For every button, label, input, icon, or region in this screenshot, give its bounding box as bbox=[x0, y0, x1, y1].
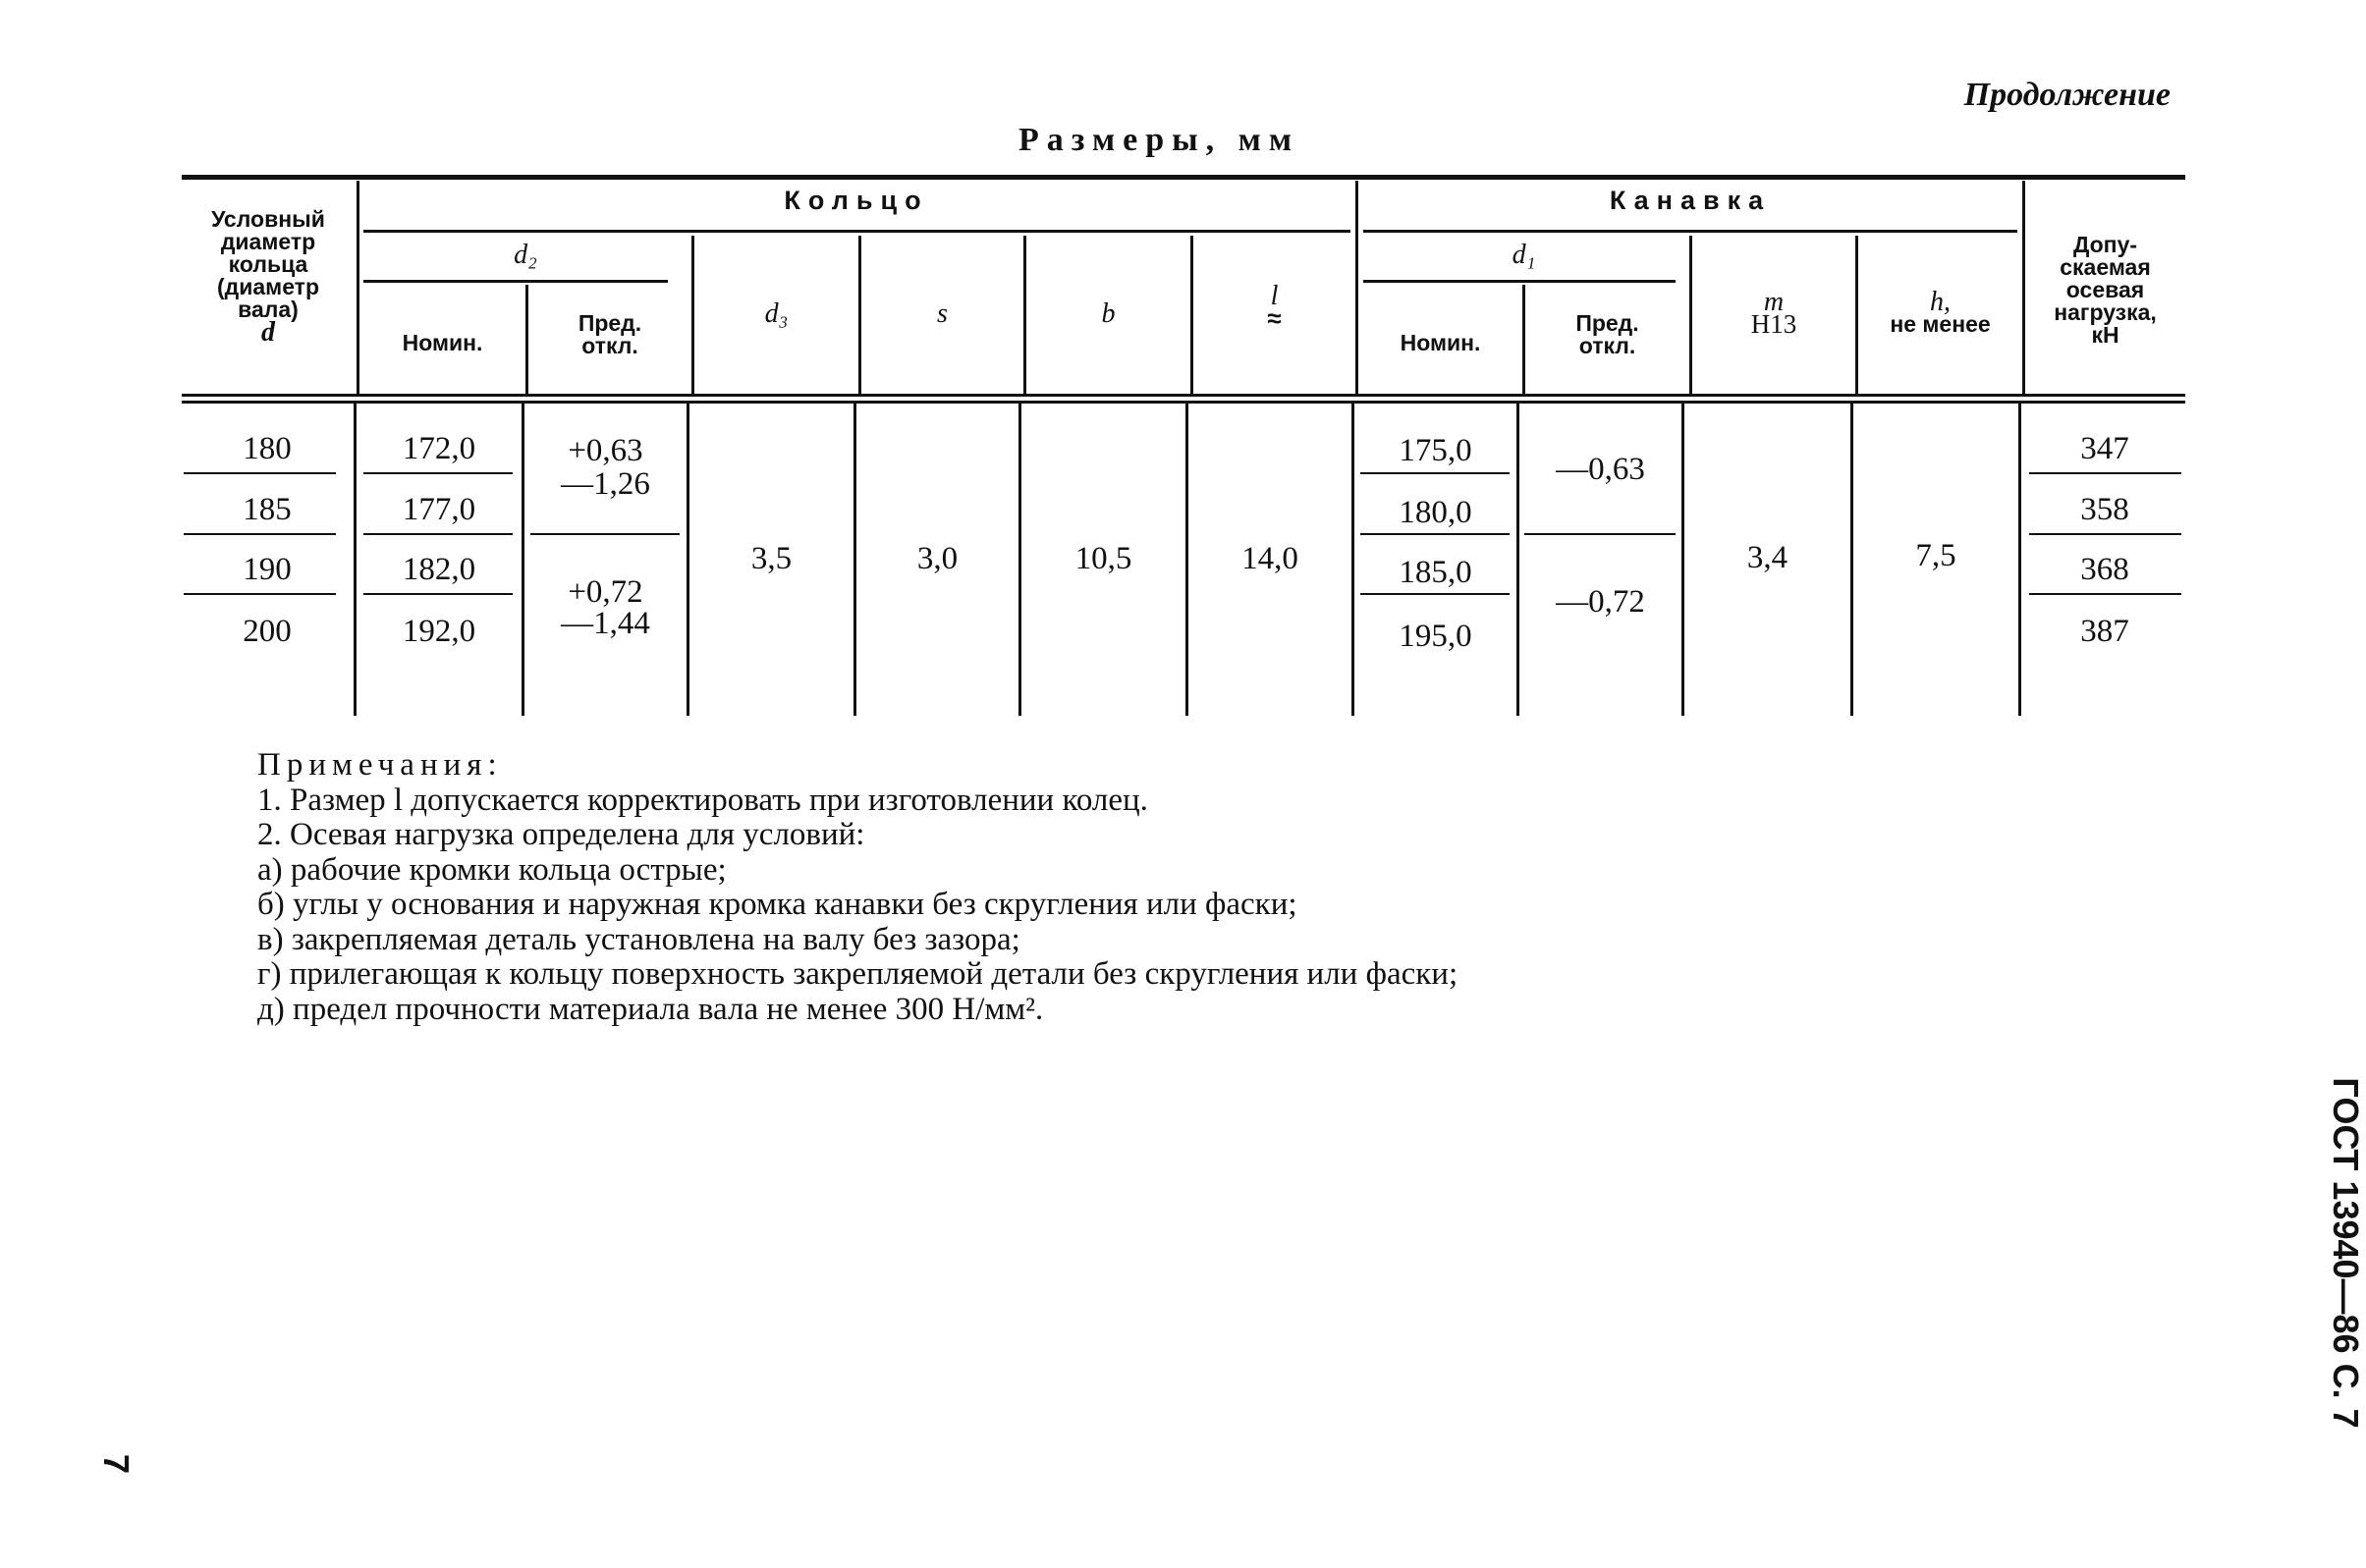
cell-d1-nominal: 185,0 bbox=[1399, 555, 1472, 590]
header-nominal-diameter bbox=[182, 206, 355, 348]
header-line: кН bbox=[2091, 322, 2119, 348]
header-symbol-l: l bbox=[1270, 281, 1279, 311]
row-separator bbox=[1360, 472, 1510, 474]
note-line: а) рабочие кромки кольца острые; bbox=[257, 851, 727, 888]
header-line: Допу- bbox=[2072, 232, 2138, 257]
header-m bbox=[1692, 287, 1855, 339]
header-h bbox=[1858, 287, 2022, 337]
row-separator bbox=[363, 472, 513, 474]
continuation-label: Продолжение bbox=[1963, 77, 2171, 113]
cell-d2-tolerance-upper: +0,63 bbox=[568, 433, 643, 468]
header-line: откл. bbox=[581, 333, 638, 358]
cell-d2-tolerance-lower: —1,44 bbox=[561, 606, 650, 641]
header-line: нагрузка, bbox=[2054, 299, 2157, 325]
cell-d: 190 bbox=[243, 552, 292, 587]
header-l bbox=[1193, 281, 1355, 333]
note-line: в) закрепляемая деталь установлена на валу без зазора; bbox=[257, 921, 1020, 957]
header-symbol-m: m bbox=[1763, 287, 1785, 317]
header-d2: d₂ bbox=[514, 240, 537, 270]
cell-d: 185 bbox=[243, 492, 292, 527]
header-h-min: не менее bbox=[1890, 311, 1991, 337]
header-d1-tolerance bbox=[1525, 312, 1689, 357]
cell-b: 10,5 bbox=[1074, 541, 1132, 576]
row-separator bbox=[530, 533, 680, 535]
cell-d1-nominal: 180,0 bbox=[1399, 495, 1472, 530]
cell-load: 368 bbox=[2080, 552, 2129, 587]
header-d3: d₃ bbox=[764, 298, 789, 329]
header-m-tolerance: H13 bbox=[1750, 309, 1797, 339]
cell-d1-nominal: 175,0 bbox=[1399, 433, 1472, 468]
note-line: д) предел прочности материала вала не менее 300 Н/мм². bbox=[257, 991, 1044, 1027]
header-line: диаметр bbox=[220, 229, 316, 254]
row-separator bbox=[363, 593, 513, 595]
cell-d2-nominal: 192,0 bbox=[402, 614, 476, 649]
cell-d2-nominal: 172,0 bbox=[402, 431, 476, 466]
cell-d: 180 bbox=[243, 431, 292, 466]
header-line: кольца bbox=[228, 251, 308, 277]
cell-load: 347 bbox=[2080, 431, 2129, 466]
header-line: скаемая bbox=[2060, 254, 2151, 280]
cell-d2-nominal: 177,0 bbox=[402, 492, 476, 527]
note-line: 2. Осевая нагрузка определена для условий: bbox=[257, 817, 865, 852]
standard-code: ГОСТ 13940—86 С. 7 bbox=[2326, 1077, 2366, 1429]
row-separator bbox=[2029, 472, 2181, 474]
header-line: Пред. bbox=[578, 310, 642, 336]
row-separator bbox=[363, 533, 513, 535]
header-symbol-h: h, bbox=[1930, 287, 1951, 317]
groove-group-rule bbox=[1363, 230, 2017, 233]
header-line: Условный bbox=[211, 206, 325, 232]
header-d1-nominal: Номин. bbox=[1400, 330, 1481, 355]
header-load bbox=[2025, 234, 2185, 347]
header-d2-nominal: Номин. bbox=[402, 330, 483, 355]
row-separator bbox=[1524, 533, 1676, 535]
table-title: Размеры, мм bbox=[1018, 122, 1299, 158]
body-vrule bbox=[1516, 404, 1519, 716]
header-bottom-rule-1 bbox=[182, 394, 2185, 397]
header-groove: Канавка bbox=[1609, 186, 1772, 215]
hdr-vrule bbox=[1355, 181, 1358, 395]
header-line: вала) bbox=[238, 297, 299, 322]
d1-group-rule bbox=[1363, 280, 1676, 283]
cell-h: 7,5 bbox=[1915, 538, 1956, 573]
header-line: откл. bbox=[1578, 333, 1636, 358]
header-b: b bbox=[1101, 298, 1116, 329]
cell-d1-tolerance: —0,72 bbox=[1556, 584, 1645, 620]
cell-d1-tolerance: —0,63 bbox=[1556, 452, 1645, 487]
notes-block bbox=[257, 748, 1458, 1027]
header-bottom-rule-2 bbox=[182, 401, 2185, 404]
table-top-rule bbox=[182, 175, 2185, 180]
cell-d2-tolerance-upper: +0,72 bbox=[568, 574, 643, 610]
cell-l: 14,0 bbox=[1241, 541, 1298, 576]
notes-heading: Примечания: bbox=[257, 747, 503, 783]
header-s: s bbox=[937, 298, 948, 329]
header-line: осевая bbox=[2065, 277, 2145, 302]
row-separator bbox=[2029, 533, 2181, 535]
header-approx: ≈ bbox=[1267, 303, 1282, 333]
cell-m: 3,4 bbox=[1746, 540, 1788, 575]
cell-d2-nominal: 182,0 bbox=[402, 552, 476, 587]
cell-load: 387 bbox=[2080, 614, 2129, 649]
row-separator bbox=[184, 472, 336, 474]
d2-group-rule bbox=[363, 280, 668, 283]
cell-d2-tolerance-lower: —1,26 bbox=[561, 466, 650, 502]
cell-d3: 3,5 bbox=[750, 541, 793, 576]
row-separator bbox=[1360, 593, 1510, 595]
header-ring: Кольцо bbox=[784, 186, 929, 215]
cell-d1-nominal: 195,0 bbox=[1399, 619, 1472, 654]
note-line: 1. Размер l допускается корректировать при изготовлении колец. bbox=[257, 782, 1148, 818]
cell-s: 3,0 bbox=[916, 541, 959, 576]
cell-d: 200 bbox=[243, 614, 292, 649]
header-d2-tolerance bbox=[528, 312, 691, 357]
header-line: (диаметр bbox=[216, 274, 319, 299]
row-separator bbox=[1360, 533, 1510, 535]
header-symbol-d: d bbox=[261, 317, 275, 348]
row-separator bbox=[184, 593, 336, 595]
header-line: Пред. bbox=[1575, 310, 1639, 336]
cell-load: 358 bbox=[2080, 492, 2129, 527]
row-separator bbox=[2029, 593, 2181, 595]
header-d1: d₁ bbox=[1512, 240, 1536, 270]
note-line: б) углы у основания и наружная кромка канавки без скругления или фаски; bbox=[257, 887, 1297, 922]
row-separator bbox=[184, 533, 336, 535]
ring-group-rule bbox=[363, 230, 1350, 233]
note-line: г) прилегающая к кольцу поверхность закрепляемой детали без скругления или фаски; bbox=[257, 956, 1458, 992]
hdr-vrule bbox=[357, 181, 359, 395]
page-number: 7 bbox=[96, 1453, 138, 1475]
